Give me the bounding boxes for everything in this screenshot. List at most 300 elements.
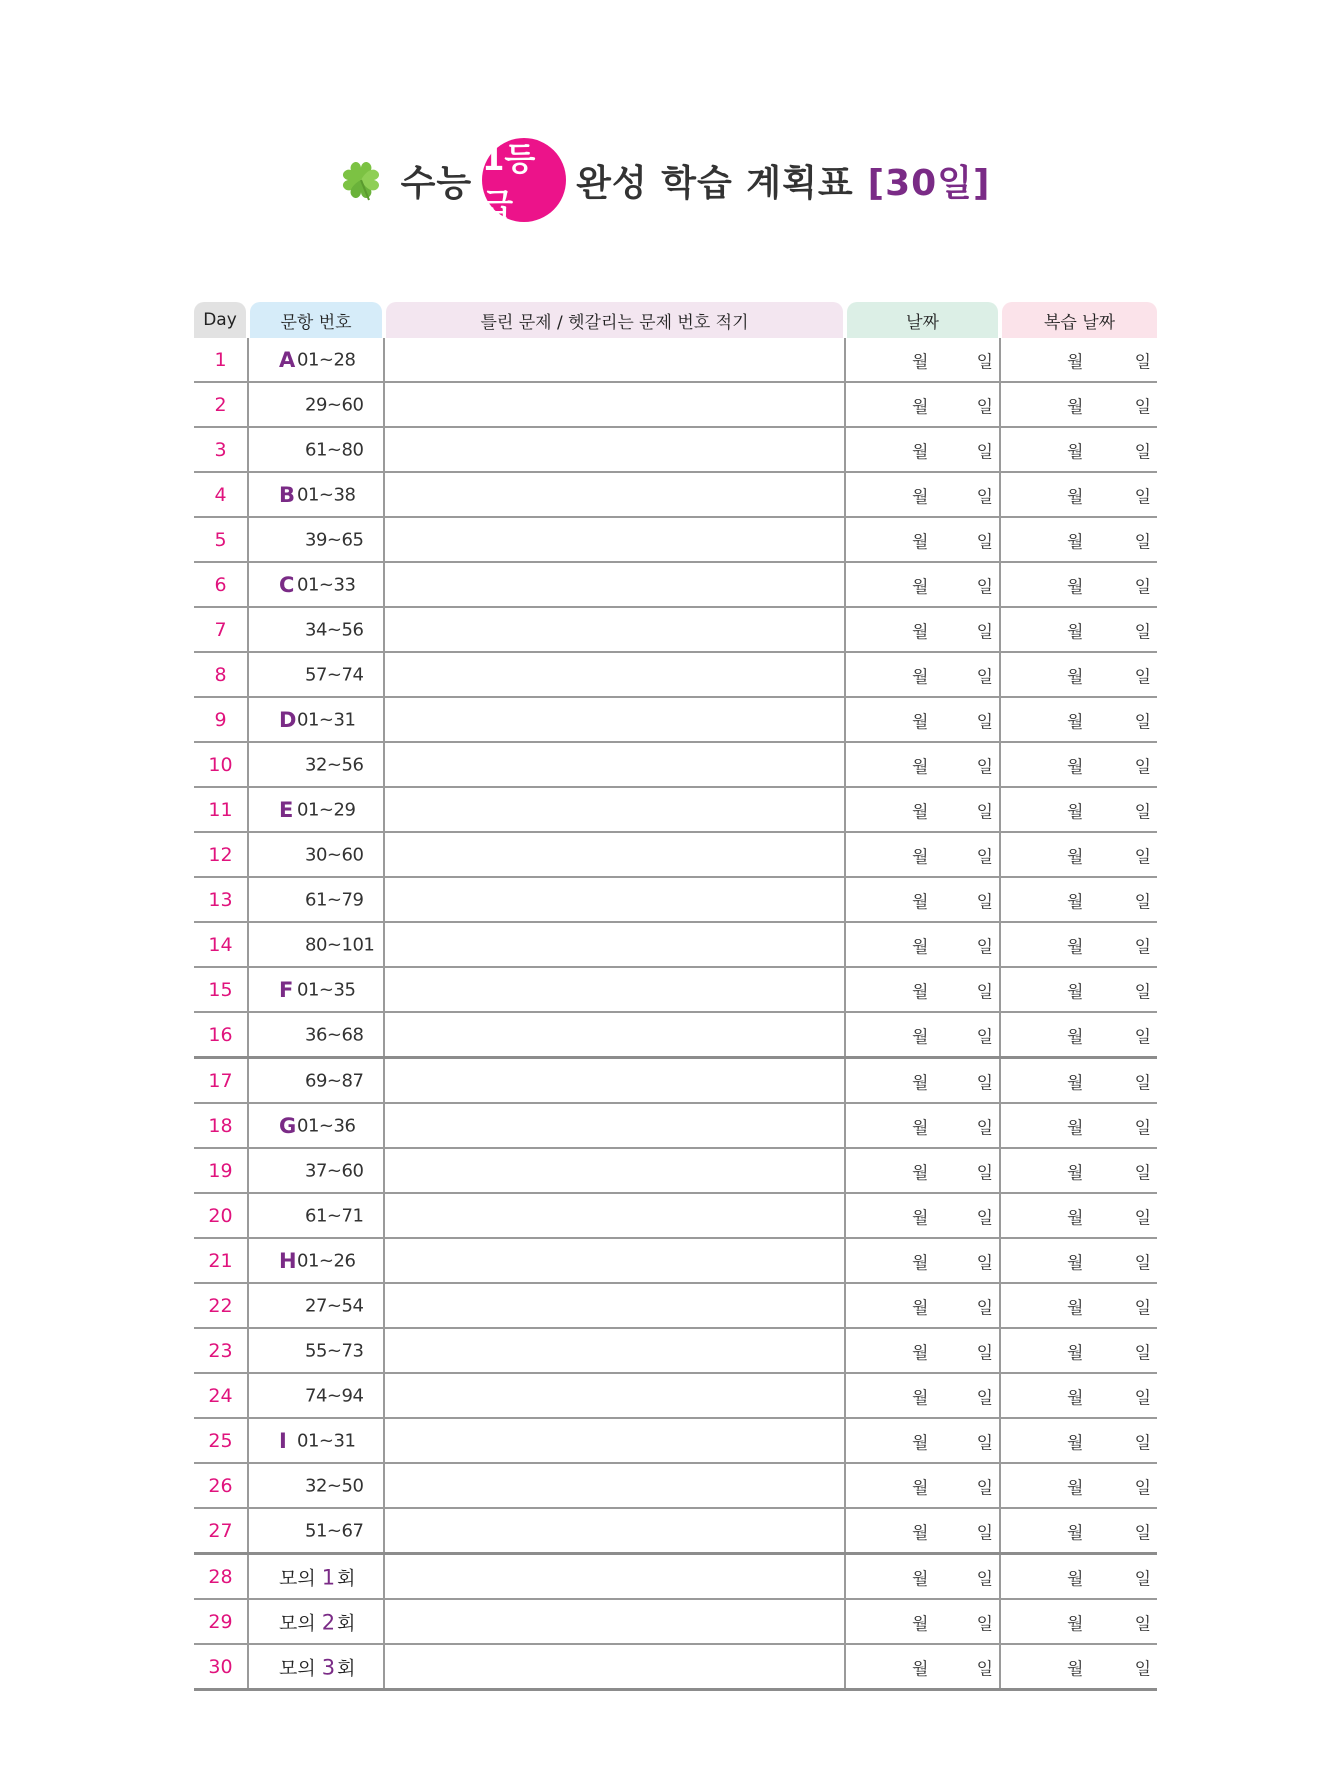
range-numbers: 29~60 [305, 394, 364, 415]
day-label: 일 [976, 1253, 993, 1273]
study-date-cell[interactable] [845, 1193, 1000, 1238]
study-date-cell[interactable] [845, 1599, 1000, 1644]
question-range [248, 517, 384, 562]
grade-badge: 1등급 [482, 138, 566, 222]
range-numbers: 01~26 [297, 1250, 356, 1271]
day-label: 일 [976, 1433, 993, 1453]
study-plan-table [194, 302, 1157, 1691]
month-label: 월 [912, 1614, 929, 1634]
day-label: 일 [1134, 1208, 1151, 1228]
study-date-cell[interactable] [845, 1103, 1000, 1148]
day-label: 일 [976, 1208, 993, 1228]
title-days: [30일] [867, 162, 991, 204]
mock-prefix: 모의 [279, 1612, 316, 1634]
table-row [194, 787, 1157, 832]
day-label: 일 [1134, 1118, 1151, 1138]
wrong-answers-cell[interactable] [384, 1103, 845, 1148]
study-date-cell[interactable] [845, 967, 1000, 1012]
day-label: 일 [976, 1118, 993, 1138]
month-label: 월 [912, 1027, 929, 1047]
wrong-answers-cell[interactable] [384, 562, 845, 607]
study-date-cell[interactable] [845, 1508, 1000, 1554]
study-date-cell[interactable] [845, 1644, 1000, 1690]
month-label: 월 [912, 577, 929, 597]
range-numbers: 55~73 [305, 1340, 364, 1361]
review-date-cell[interactable] [1000, 1058, 1157, 1104]
day-number: 26 [194, 1463, 248, 1508]
day-label: 일 [976, 577, 993, 597]
day-label: 일 [976, 1478, 993, 1498]
range-numbers: 32~50 [305, 1475, 364, 1496]
day-number: 5 [194, 517, 248, 562]
range-numbers: 01~35 [297, 979, 356, 1000]
review-date-cell[interactable] [1000, 382, 1157, 427]
review-date-cell[interactable] [1000, 967, 1157, 1012]
wrong-answers-cell[interactable] [384, 1463, 845, 1508]
study-date-cell[interactable] [845, 697, 1000, 742]
review-date-cell[interactable] [1000, 1283, 1157, 1328]
study-date-cell[interactable] [845, 877, 1000, 922]
day-label: 일 [1134, 532, 1151, 552]
day-label: 일 [976, 802, 993, 822]
day-label: 일 [976, 352, 993, 372]
section-letter: I [279, 1428, 287, 1453]
month-label: 월 [912, 712, 929, 732]
month-label: 월 [1067, 1298, 1084, 1318]
study-date-cell[interactable] [845, 472, 1000, 517]
table-row [194, 1148, 1157, 1193]
table-row [194, 607, 1157, 652]
month-label: 월 [912, 1569, 929, 1589]
month-label: 월 [1067, 1659, 1084, 1679]
month-label: 월 [1067, 1343, 1084, 1363]
question-range [248, 697, 384, 742]
day-label: 일 [1134, 1027, 1151, 1047]
study-date-cell[interactable] [845, 652, 1000, 697]
month-label: 월 [912, 1208, 929, 1228]
review-date-cell[interactable] [1000, 607, 1157, 652]
study-date-cell[interactable] [845, 1058, 1000, 1104]
question-range [248, 922, 384, 967]
clover-icon [339, 158, 383, 202]
review-date-cell[interactable] [1000, 1418, 1157, 1463]
wrong-answers-cell[interactable] [384, 787, 845, 832]
day-label: 일 [1134, 1478, 1151, 1498]
day-label: 일 [976, 1523, 993, 1543]
month-label: 월 [912, 487, 929, 507]
day-label: 일 [1134, 1433, 1151, 1453]
question-range [248, 1373, 384, 1418]
month-label: 월 [1067, 1253, 1084, 1273]
day-label: 일 [1134, 1388, 1151, 1408]
day-number: 8 [194, 652, 248, 697]
month-label: 월 [1067, 982, 1084, 1002]
day-label: 일 [976, 667, 993, 687]
month-label: 월 [1067, 1073, 1084, 1093]
review-date-cell[interactable] [1000, 1463, 1157, 1508]
month-label: 월 [912, 622, 929, 642]
day-label: 일 [976, 937, 993, 957]
question-range [248, 1012, 384, 1058]
mock-test-label [248, 1554, 384, 1600]
question-range [248, 1238, 384, 1283]
table-row [194, 382, 1157, 427]
question-range [248, 1103, 384, 1148]
study-date-cell[interactable] [845, 382, 1000, 427]
day-number: 4 [194, 472, 248, 517]
question-range [248, 742, 384, 787]
range-numbers: 61~80 [305, 439, 364, 460]
table-row [194, 1554, 1157, 1600]
month-label: 월 [1067, 892, 1084, 912]
study-date-cell[interactable] [845, 1554, 1000, 1600]
day-label: 일 [976, 1027, 993, 1047]
month-label: 월 [1067, 442, 1084, 462]
question-range [248, 338, 384, 382]
review-date-cell[interactable] [1000, 1508, 1157, 1554]
mock-test-label [248, 1644, 384, 1690]
day-label: 일 [1134, 1659, 1151, 1679]
table-row [194, 1418, 1157, 1463]
question-range [248, 1283, 384, 1328]
month-label: 월 [912, 802, 929, 822]
month-label: 월 [912, 982, 929, 1002]
review-date-cell[interactable] [1000, 1373, 1157, 1418]
wrong-answers-cell[interactable] [384, 922, 845, 967]
month-label: 월 [1067, 1388, 1084, 1408]
month-label: 월 [912, 1163, 929, 1183]
day-label: 일 [976, 982, 993, 1002]
mock-suffix: 회 [337, 1657, 356, 1679]
day-number: 12 [194, 832, 248, 877]
wrong-answers-cell[interactable] [384, 1554, 845, 1600]
day-number: 3 [194, 427, 248, 472]
month-label: 월 [1067, 937, 1084, 957]
table-row [194, 697, 1157, 742]
month-label: 월 [1067, 1433, 1084, 1453]
day-number: 24 [194, 1373, 248, 1418]
study-date-cell[interactable] [845, 1418, 1000, 1463]
month-label: 월 [1067, 1118, 1084, 1138]
review-date-cell[interactable] [1000, 832, 1157, 877]
range-numbers: 74~94 [305, 1385, 364, 1406]
question-range [248, 1418, 384, 1463]
table-row [194, 1193, 1157, 1238]
study-date-cell[interactable] [845, 427, 1000, 472]
wrong-answers-cell[interactable] [384, 1012, 845, 1058]
table-row [194, 338, 1157, 382]
study-date-cell[interactable] [845, 1373, 1000, 1418]
study-date-cell[interactable] [845, 787, 1000, 832]
review-date-cell[interactable] [1000, 427, 1157, 472]
wrong-answers-cell[interactable] [384, 697, 845, 742]
question-range [248, 472, 384, 517]
review-date-cell[interactable] [1000, 877, 1157, 922]
review-date-cell[interactable] [1000, 742, 1157, 787]
question-range [248, 832, 384, 877]
question-range [248, 877, 384, 922]
day-label: 일 [1134, 397, 1151, 417]
review-date-cell[interactable] [1000, 1644, 1157, 1690]
mock-suffix: 회 [337, 1612, 356, 1634]
table-row [194, 1012, 1157, 1058]
review-date-cell[interactable] [1000, 1148, 1157, 1193]
question-range [248, 1058, 384, 1104]
day-label: 일 [976, 1298, 993, 1318]
table-row [194, 967, 1157, 1012]
day-number: 2 [194, 382, 248, 427]
month-label: 월 [912, 1659, 929, 1679]
day-label: 일 [1134, 577, 1151, 597]
month-label: 월 [1067, 1614, 1084, 1634]
question-range [248, 1328, 384, 1373]
table-row [194, 1103, 1157, 1148]
table-row [194, 1599, 1157, 1644]
wrong-answers-cell[interactable] [384, 967, 845, 1012]
month-label: 월 [912, 1118, 929, 1138]
day-label: 일 [1134, 352, 1151, 372]
day-number: 9 [194, 697, 248, 742]
month-label: 월 [912, 667, 929, 687]
question-range [248, 652, 384, 697]
study-date-cell[interactable] [845, 562, 1000, 607]
study-date-cell[interactable] [845, 1328, 1000, 1373]
wrong-answers-cell[interactable] [384, 1508, 845, 1554]
day-number: 14 [194, 922, 248, 967]
study-date-cell[interactable] [845, 1283, 1000, 1328]
wrong-answers-cell[interactable] [384, 338, 845, 382]
day-label: 일 [1134, 1523, 1151, 1543]
month-label: 월 [1067, 1163, 1084, 1183]
day-label: 일 [1134, 1569, 1151, 1589]
month-label: 월 [1067, 757, 1084, 777]
day-label: 일 [1134, 1298, 1151, 1318]
review-date-cell[interactable] [1000, 1103, 1157, 1148]
question-range [248, 1463, 384, 1508]
month-label: 월 [912, 1433, 929, 1453]
day-label: 일 [1134, 1163, 1151, 1183]
study-date-cell[interactable] [845, 1148, 1000, 1193]
month-label: 월 [1067, 667, 1084, 687]
wrong-answers-cell[interactable] [384, 1418, 845, 1463]
day-number: 25 [194, 1418, 248, 1463]
header-day: Day [194, 302, 248, 338]
day-number: 13 [194, 877, 248, 922]
day-label: 일 [1134, 757, 1151, 777]
review-date-cell[interactable] [1000, 1554, 1157, 1600]
day-number: 15 [194, 967, 248, 1012]
review-date-cell[interactable] [1000, 1599, 1157, 1644]
section-letter: B [279, 482, 296, 507]
section-letter: H [279, 1248, 297, 1273]
range-numbers: 39~65 [305, 529, 364, 550]
day-label: 일 [976, 847, 993, 867]
range-numbers: 01~36 [297, 1115, 356, 1136]
table-row [194, 1238, 1157, 1283]
month-label: 월 [1067, 622, 1084, 642]
mock-number: 2 [321, 1610, 336, 1634]
section-letter: E [279, 797, 294, 822]
day-number: 7 [194, 607, 248, 652]
day-number: 28 [194, 1554, 248, 1600]
question-range [248, 967, 384, 1012]
study-date-cell[interactable] [845, 1463, 1000, 1508]
day-label: 일 [976, 1073, 993, 1093]
wrong-answers-cell[interactable] [384, 1238, 845, 1283]
section-letter: A [279, 347, 296, 372]
wrong-answers-cell[interactable] [384, 472, 845, 517]
wrong-answers-cell[interactable] [384, 382, 845, 427]
month-label: 월 [1067, 712, 1084, 732]
range-numbers: 80~101 [305, 934, 375, 955]
mock-suffix: 회 [337, 1567, 356, 1589]
table-row [194, 652, 1157, 697]
review-date-cell[interactable] [1000, 1238, 1157, 1283]
study-date-cell[interactable] [845, 1012, 1000, 1058]
day-label: 일 [1134, 892, 1151, 912]
study-date-cell[interactable] [845, 1238, 1000, 1283]
month-label: 월 [1067, 1027, 1084, 1047]
day-number: 29 [194, 1599, 248, 1644]
table-row [194, 427, 1157, 472]
month-label: 월 [1067, 487, 1084, 507]
question-range [248, 382, 384, 427]
review-date-cell[interactable] [1000, 922, 1157, 967]
review-date-cell[interactable] [1000, 1012, 1157, 1058]
month-label: 월 [1067, 1569, 1084, 1589]
wrong-answers-cell[interactable] [384, 1193, 845, 1238]
table-row [194, 832, 1157, 877]
header-review: 복습 날짜 [1000, 302, 1157, 338]
month-label: 월 [912, 757, 929, 777]
wrong-answers-cell[interactable] [384, 1058, 845, 1104]
wrong-answers-cell[interactable] [384, 1283, 845, 1328]
review-date-cell[interactable] [1000, 1328, 1157, 1373]
month-label: 월 [912, 892, 929, 912]
wrong-answers-cell[interactable] [384, 1373, 845, 1418]
month-label: 월 [912, 847, 929, 867]
range-numbers: 01~29 [297, 799, 356, 820]
range-numbers: 30~60 [305, 844, 364, 865]
wrong-answers-cell[interactable] [384, 877, 845, 922]
mock-number: 3 [321, 1655, 336, 1679]
day-number: 10 [194, 742, 248, 787]
study-date-cell[interactable] [845, 338, 1000, 382]
question-range [248, 562, 384, 607]
day-number: 1 [194, 338, 248, 382]
table-row [194, 1328, 1157, 1373]
review-date-cell[interactable] [1000, 338, 1157, 382]
review-date-cell[interactable] [1000, 787, 1157, 832]
review-date-cell[interactable] [1000, 652, 1157, 697]
wrong-answers-cell[interactable] [384, 1599, 845, 1644]
range-numbers: 01~31 [297, 1430, 356, 1451]
day-label: 일 [976, 532, 993, 552]
day-label: 일 [976, 1614, 993, 1634]
month-label: 월 [912, 1253, 929, 1273]
month-label: 월 [1067, 1478, 1084, 1498]
range-numbers: 36~68 [305, 1024, 364, 1045]
header-range: 문항 번호 [248, 302, 384, 338]
review-date-cell[interactable] [1000, 1193, 1157, 1238]
day-number: 21 [194, 1238, 248, 1283]
range-numbers: 61~79 [305, 889, 364, 910]
month-label: 월 [912, 937, 929, 957]
question-range [248, 1148, 384, 1193]
wrong-answers-cell[interactable] [384, 1328, 845, 1373]
day-label: 일 [976, 1343, 993, 1363]
review-date-cell[interactable] [1000, 697, 1157, 742]
month-label: 월 [912, 352, 929, 372]
header-date: 날짜 [845, 302, 1000, 338]
day-number: 18 [194, 1103, 248, 1148]
month-label: 월 [912, 1478, 929, 1498]
study-date-cell[interactable] [845, 742, 1000, 787]
question-range [248, 1508, 384, 1554]
day-label: 일 [976, 1388, 993, 1408]
study-date-cell[interactable] [845, 832, 1000, 877]
day-label: 일 [1134, 622, 1151, 642]
study-date-cell[interactable] [845, 517, 1000, 562]
section-letter: G [279, 1113, 297, 1138]
wrong-answers-cell[interactable] [384, 832, 845, 877]
wrong-answers-cell[interactable] [384, 742, 845, 787]
section-letter: C [279, 572, 295, 597]
title-part2: 완성 학습 계획표 [576, 162, 854, 204]
month-label: 월 [1067, 352, 1084, 372]
table-row [194, 877, 1157, 922]
wrong-answers-cell[interactable] [384, 1644, 845, 1690]
wrong-answers-cell[interactable] [384, 607, 845, 652]
page-header [0, 140, 1329, 224]
review-date-cell[interactable] [1000, 517, 1157, 562]
range-numbers: 32~56 [305, 754, 364, 775]
day-label: 일 [1134, 712, 1151, 732]
wrong-answers-cell[interactable] [384, 652, 845, 697]
study-date-cell[interactable] [845, 922, 1000, 967]
month-label: 월 [912, 1523, 929, 1543]
day-label: 일 [976, 397, 993, 417]
day-number: 30 [194, 1644, 248, 1690]
month-label: 월 [912, 1388, 929, 1408]
review-date-cell[interactable] [1000, 562, 1157, 607]
month-label: 월 [1067, 802, 1084, 822]
day-number: 22 [194, 1283, 248, 1328]
wrong-answers-cell[interactable] [384, 427, 845, 472]
range-numbers: 01~28 [297, 349, 356, 370]
day-label: 일 [976, 1659, 993, 1679]
range-numbers: 01~33 [297, 574, 356, 595]
month-label: 월 [912, 1073, 929, 1093]
day-number: 27 [194, 1508, 248, 1554]
table-header-row [194, 302, 1157, 338]
range-numbers: 69~87 [305, 1070, 364, 1091]
study-date-cell[interactable] [845, 607, 1000, 652]
range-numbers: 51~67 [305, 1520, 364, 1541]
table-row [194, 472, 1157, 517]
day-number: 17 [194, 1058, 248, 1104]
review-date-cell[interactable] [1000, 472, 1157, 517]
month-label: 월 [1067, 1208, 1084, 1228]
section-letter: F [279, 977, 294, 1002]
wrong-answers-cell[interactable] [384, 517, 845, 562]
wrong-answers-cell[interactable] [384, 1148, 845, 1193]
range-numbers: 01~38 [297, 484, 356, 505]
day-label: 일 [1134, 1614, 1151, 1634]
question-range [248, 427, 384, 472]
day-label: 일 [976, 622, 993, 642]
question-range [248, 607, 384, 652]
